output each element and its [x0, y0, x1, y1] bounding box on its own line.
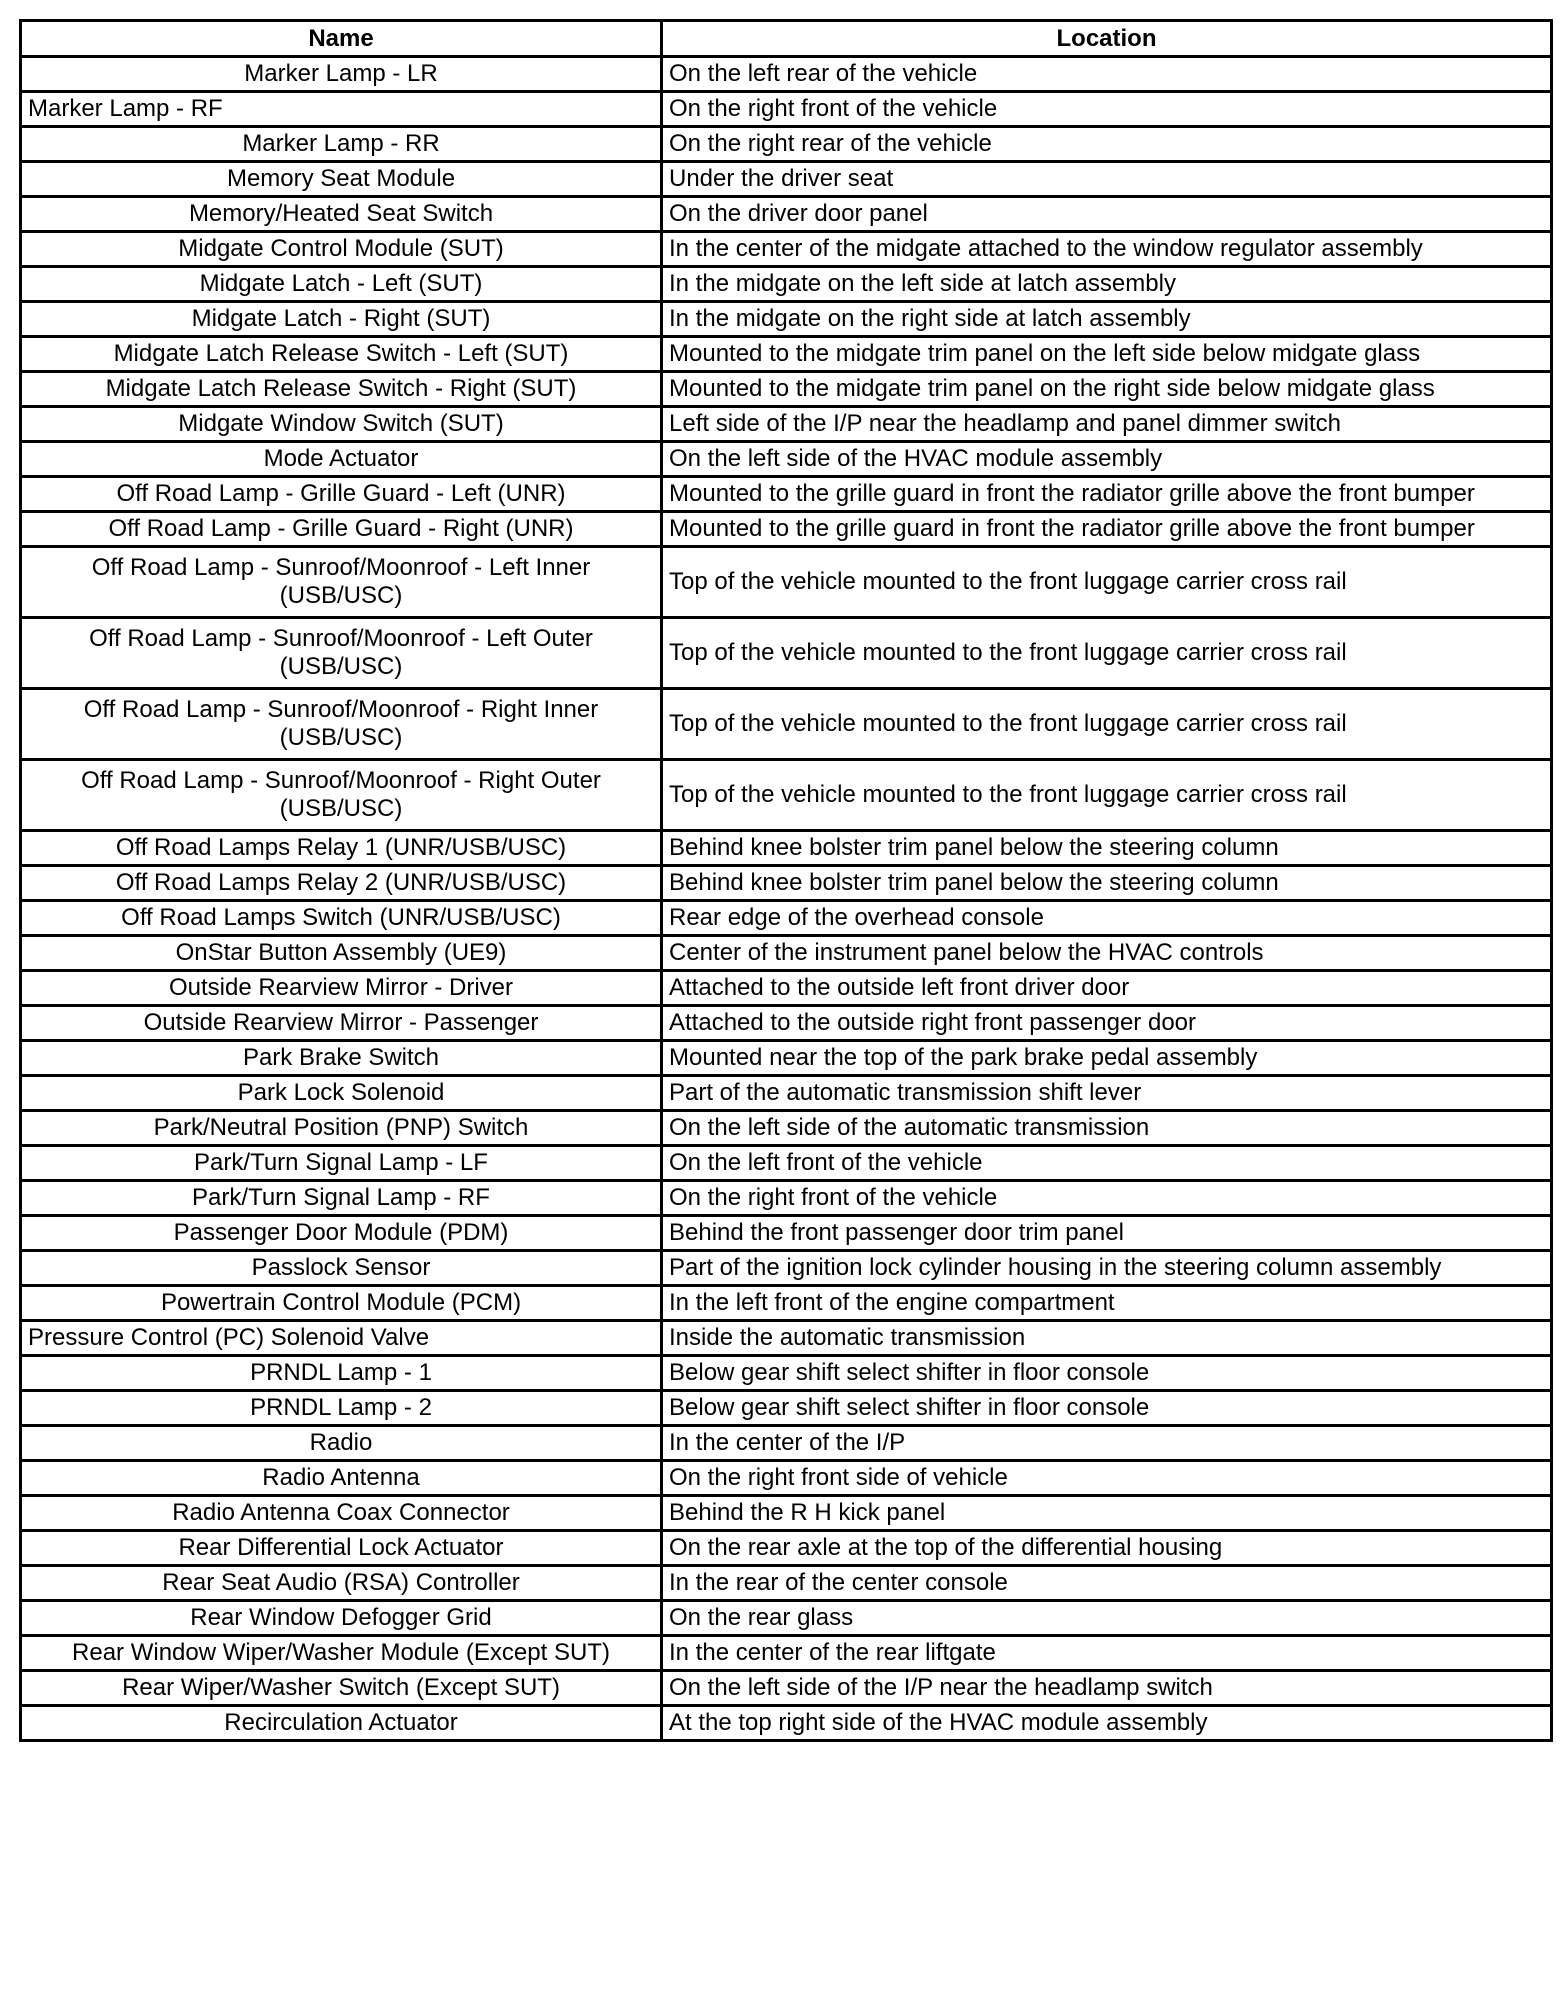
component-name-cell: PRNDL Lamp - 1	[21, 1356, 662, 1391]
component-location-cell: Under the driver seat	[662, 162, 1552, 197]
component-location-cell: Top of the vehicle mounted to the front luggage carrier cross rail	[662, 618, 1552, 689]
component-name-cell: Outside Rearview Mirror - Passenger	[21, 1006, 662, 1041]
component-location-cell: In the center of the I/P	[662, 1426, 1552, 1461]
table-row	[21, 547, 1552, 618]
table-row	[21, 689, 1552, 760]
table-row	[21, 1566, 1552, 1601]
component-location-cell: On the left side of the I/P near the headlamp switch	[662, 1671, 1552, 1706]
component-name-cell: Radio	[21, 1426, 662, 1461]
component-name-cell: Memory/Heated Seat Switch	[21, 197, 662, 232]
table-row	[21, 1356, 1552, 1391]
table-row	[21, 267, 1552, 302]
component-name-cell: Marker Lamp - RF	[21, 92, 662, 127]
component-name-cell: Midgate Latch Release Switch - Right (SUT)	[21, 372, 662, 407]
component-name-cell: Off Road Lamp - Sunroof/Moonroof - Right Outer (USB/USC)	[21, 760, 662, 831]
component-location-cell: Mounted to the grille guard in front the radiator grille above the front bumper	[662, 512, 1552, 547]
component-name-cell: Mode Actuator	[21, 442, 662, 477]
component-name-cell: Midgate Control Module (SUT)	[21, 232, 662, 267]
component-name-cell: Marker Lamp - LR	[21, 57, 662, 92]
component-location-cell: Left side of the I/P near the headlamp and panel dimmer switch	[662, 407, 1552, 442]
table-row	[21, 1251, 1552, 1286]
component-location-cell: Mounted to the grille guard in front the radiator grille above the front bumper	[662, 477, 1552, 512]
component-name-cell: Rear Differential Lock Actuator	[21, 1531, 662, 1566]
component-location-cell: On the left side of the HVAC module assembly	[662, 442, 1552, 477]
table-row	[21, 512, 1552, 547]
component-name-cell: Park Brake Switch	[21, 1041, 662, 1076]
component-location-cell: Below gear shift select shifter in floor console	[662, 1391, 1552, 1426]
component-location-cell: On the rear glass	[662, 1601, 1552, 1636]
table-row	[21, 127, 1552, 162]
table-row	[21, 92, 1552, 127]
table-row	[21, 1286, 1552, 1321]
component-location-cell: On the right front of the vehicle	[662, 1181, 1552, 1216]
table-row	[21, 901, 1552, 936]
table-row	[21, 477, 1552, 512]
header-row	[21, 21, 1552, 57]
table-row	[21, 1146, 1552, 1181]
component-name-cell: Off Road Lamp - Sunroof/Moonroof - Left Inner (USB/USC)	[21, 547, 662, 618]
component-name-cell: Powertrain Control Module (PCM)	[21, 1286, 662, 1321]
component-name-cell: Passlock Sensor	[21, 1251, 662, 1286]
table-row	[21, 162, 1552, 197]
table-row	[21, 1601, 1552, 1636]
table-row	[21, 372, 1552, 407]
component-location-cell: On the right rear of the vehicle	[662, 127, 1552, 162]
component-location-cell: At the top right side of the HVAC module assembly	[662, 1706, 1552, 1741]
component-location-cell: Center of the instrument panel below the HVAC controls	[662, 936, 1552, 971]
table-row	[21, 1216, 1552, 1251]
table-row	[21, 232, 1552, 267]
table-row	[21, 618, 1552, 689]
component-name-cell: Radio Antenna Coax Connector	[21, 1496, 662, 1531]
table-row	[21, 1321, 1552, 1356]
component-location-cell: On the rear axle at the top of the differential housing	[662, 1531, 1552, 1566]
table-row	[21, 1706, 1552, 1741]
table-row	[21, 1041, 1552, 1076]
component-name-cell: Park/Turn Signal Lamp - LF	[21, 1146, 662, 1181]
component-name-cell: Off Road Lamp - Sunroof/Moonroof - Left Outer (USB/USC)	[21, 618, 662, 689]
table-row	[21, 1671, 1552, 1706]
component-location-cell: Inside the automatic transmission	[662, 1321, 1552, 1356]
table-row	[21, 1006, 1552, 1041]
table-row	[21, 936, 1552, 971]
column-header-name: Name	[21, 21, 662, 57]
table-row	[21, 831, 1552, 866]
table-row	[21, 1531, 1552, 1566]
table-row	[21, 1076, 1552, 1111]
component-name-cell: Passenger Door Module (PDM)	[21, 1216, 662, 1251]
component-name-cell: Park/Neutral Position (PNP) Switch	[21, 1111, 662, 1146]
component-location-cell: Attached to the outside right front passenger door	[662, 1006, 1552, 1041]
component-location-cell: In the left front of the engine compartment	[662, 1286, 1552, 1321]
component-location-cell: In the center of the rear liftgate	[662, 1636, 1552, 1671]
component-location-cell: Top of the vehicle mounted to the front luggage carrier cross rail	[662, 760, 1552, 831]
component-name-cell: Memory Seat Module	[21, 162, 662, 197]
component-location-cell: Mounted to the midgate trim panel on the right side below midgate glass	[662, 372, 1552, 407]
component-location-cell: Behind knee bolster trim panel below the steering column	[662, 831, 1552, 866]
component-location-cell: Top of the vehicle mounted to the front luggage carrier cross rail	[662, 547, 1552, 618]
component-location-cell: Part of the ignition lock cylinder housing in the steering column assembly	[662, 1251, 1552, 1286]
component-location-cell: On the left side of the automatic transmission	[662, 1111, 1552, 1146]
component-name-cell: Off Road Lamp - Grille Guard - Left (UNR)	[21, 477, 662, 512]
table-body	[21, 57, 1552, 1741]
component-name-cell: Rear Window Defogger Grid	[21, 1601, 662, 1636]
component-location-cell: Part of the automatic transmission shift lever	[662, 1076, 1552, 1111]
table-row	[21, 1391, 1552, 1426]
component-location-cell: Mounted near the top of the park brake pedal assembly	[662, 1041, 1552, 1076]
table-row	[21, 442, 1552, 477]
table-row	[21, 407, 1552, 442]
component-location-cell: Mounted to the midgate trim panel on the left side below midgate glass	[662, 337, 1552, 372]
component-name-cell: Off Road Lamp - Sunroof/Moonroof - Right Inner (USB/USC)	[21, 689, 662, 760]
component-location-table	[19, 19, 1553, 1742]
component-name-cell: Recirculation Actuator	[21, 1706, 662, 1741]
table-row	[21, 760, 1552, 831]
component-name-cell: Off Road Lamp - Grille Guard - Right (UNR)	[21, 512, 662, 547]
component-name-cell: Midgate Latch - Right (SUT)	[21, 302, 662, 337]
component-location-cell: Top of the vehicle mounted to the front luggage carrier cross rail	[662, 689, 1552, 760]
table-row	[21, 1426, 1552, 1461]
component-location-cell: In the midgate on the left side at latch assembly	[662, 267, 1552, 302]
table-row	[21, 1496, 1552, 1531]
component-location-cell: On the right front of the vehicle	[662, 92, 1552, 127]
component-name-cell: Midgate Window Switch (SUT)	[21, 407, 662, 442]
component-location-cell: Rear edge of the overhead console	[662, 901, 1552, 936]
table-row	[21, 57, 1552, 92]
component-name-cell: Rear Window Wiper/Washer Module (Except SUT)	[21, 1636, 662, 1671]
component-name-cell: Midgate Latch Release Switch - Left (SUT)	[21, 337, 662, 372]
table-row	[21, 1111, 1552, 1146]
component-name-cell: PRNDL Lamp - 2	[21, 1391, 662, 1426]
component-location-cell: On the left front of the vehicle	[662, 1146, 1552, 1181]
component-location-cell: Behind the front passenger door trim panel	[662, 1216, 1552, 1251]
component-location-cell: On the left rear of the vehicle	[662, 57, 1552, 92]
table-row	[21, 971, 1552, 1006]
table-row	[21, 866, 1552, 901]
table-row	[21, 1636, 1552, 1671]
table-row	[21, 1181, 1552, 1216]
table-row	[21, 302, 1552, 337]
component-name-cell: Park Lock Solenoid	[21, 1076, 662, 1111]
component-location-cell: Attached to the outside left front driver door	[662, 971, 1552, 1006]
component-location-cell: In the rear of the center console	[662, 1566, 1552, 1601]
component-name-cell: Radio Antenna	[21, 1461, 662, 1496]
component-name-cell: Off Road Lamps Relay 1 (UNR/USB/USC)	[21, 831, 662, 866]
component-location-cell: In the midgate on the right side at latch assembly	[662, 302, 1552, 337]
component-name-cell: OnStar Button Assembly (UE9)	[21, 936, 662, 971]
table-row	[21, 1461, 1552, 1496]
component-name-cell: Marker Lamp - RR	[21, 127, 662, 162]
component-name-cell: Rear Seat Audio (RSA) Controller	[21, 1566, 662, 1601]
component-name-cell: Outside Rearview Mirror - Driver	[21, 971, 662, 1006]
component-name-cell: Off Road Lamps Relay 2 (UNR/USB/USC)	[21, 866, 662, 901]
component-location-cell: Below gear shift select shifter in floor console	[662, 1356, 1552, 1391]
component-location-cell: On the right front side of vehicle	[662, 1461, 1552, 1496]
component-location-cell: Behind knee bolster trim panel below the steering column	[662, 866, 1552, 901]
column-header-location: Location	[662, 21, 1552, 57]
component-location-cell: Behind the R H kick panel	[662, 1496, 1552, 1531]
component-name-cell: Park/Turn Signal Lamp - RF	[21, 1181, 662, 1216]
component-name-cell: Pressure Control (PC) Solenoid Valve	[21, 1321, 662, 1356]
component-location-cell: On the driver door panel	[662, 197, 1552, 232]
table-row	[21, 337, 1552, 372]
component-name-cell: Off Road Lamps Switch (UNR/USB/USC)	[21, 901, 662, 936]
component-name-cell: Midgate Latch - Left (SUT)	[21, 267, 662, 302]
table-row	[21, 197, 1552, 232]
component-name-cell: Rear Wiper/Washer Switch (Except SUT)	[21, 1671, 662, 1706]
component-location-cell: In the center of the midgate attached to the window regulator assembly	[662, 232, 1552, 267]
